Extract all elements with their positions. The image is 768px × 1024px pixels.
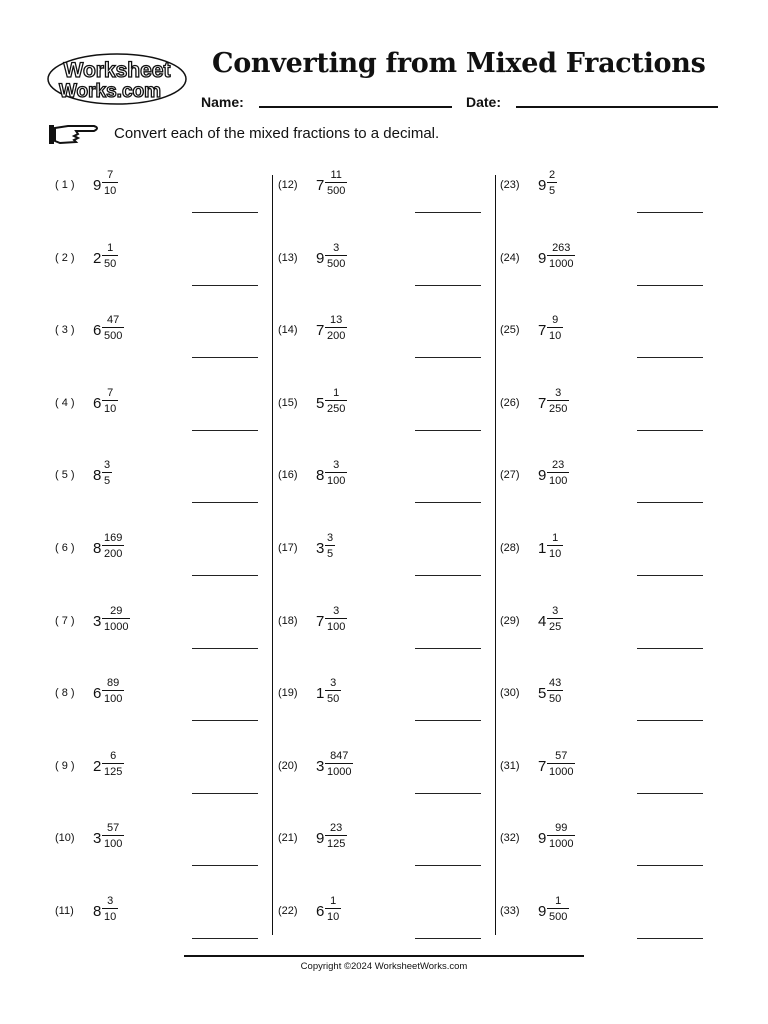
fraction-bar [547,472,569,473]
fraction [325,677,341,705]
denominator: 100 [327,620,346,633]
denominator: 1000 [104,620,129,633]
fraction [547,677,563,705]
problem-number: ( 2 ) [55,251,75,264]
fraction-bar [547,835,575,836]
whole-number: 6 [93,685,102,703]
numerator: 3 [327,532,334,544]
denominator: 50 [104,257,117,270]
answer-blank[interactable] [415,575,481,576]
whole-number: 1 [316,685,325,703]
whole-number: 8 [93,540,102,557]
answer-blank[interactable] [637,575,703,576]
problem-number: (26) [500,396,520,409]
fraction [547,532,563,560]
problem-number: (28) [500,542,520,554]
fraction-bar [547,690,563,691]
problem-number: ( 7 ) [55,614,75,627]
fraction [547,605,563,633]
problem-number: (21) [278,832,298,845]
answer-blank[interactable] [637,502,703,503]
fraction [325,459,347,487]
numerator: 3 [333,459,340,472]
denominator: 10 [327,911,340,923]
numerator: 7 [107,169,114,181]
problem-number: (31) [500,759,520,772]
fraction-bar [325,618,347,619]
problem-number: (14) [278,324,298,337]
denominator: 5 [549,185,556,197]
fraction-bar [547,327,563,328]
problem-number: ( 6 ) [55,542,75,554]
denominator: 10 [549,330,562,343]
problem-number: (23) [500,179,520,191]
numerator: 3 [104,459,111,472]
denominator: 125 [327,838,346,851]
denominator: 1000 [549,838,574,851]
fraction [102,677,124,705]
denominator: 250 [549,402,568,415]
whole-number: 3 [316,757,325,775]
fraction [547,387,569,415]
numerator: 1 [107,241,114,254]
fraction [102,459,112,487]
answer-blank[interactable] [192,212,258,213]
fraction [325,822,347,850]
numerator: 13 [330,314,343,327]
problem-number: (15) [278,396,298,409]
problem-number: (17) [278,542,298,554]
fraction [547,895,569,923]
numerator: 263 [552,241,571,254]
numerator: 3 [552,604,559,617]
numerator: 169 [104,532,123,544]
denominator: 25 [549,620,562,633]
fraction [102,387,118,415]
fraction-bar [325,255,347,256]
denominator: 1000 [327,765,352,778]
problem-number: ( 9 ) [55,759,75,772]
numerator: 11 [330,169,342,181]
fraction-bar [547,618,563,619]
denominator: 125 [104,765,123,778]
copyright: Copyright ©2024 WorksheetWorks.com [300,961,468,972]
fraction-bar [102,545,124,546]
numerator: 9 [552,314,559,327]
whole-number: 7 [538,757,547,775]
denominator: 5 [327,548,334,560]
problem-number: (33) [500,905,520,917]
answer-blank[interactable] [637,357,703,358]
numerator: 7 [107,386,114,399]
fraction-bar [325,400,347,401]
fraction-bar [102,400,118,401]
fraction-bar [325,690,341,691]
fraction-bar [325,763,353,764]
fraction [325,750,353,778]
numerator: 1 [330,895,337,907]
fraction [325,605,347,633]
problem-number: (20) [278,759,298,772]
answer-blank[interactable] [192,793,258,794]
numerator: 57 [107,822,120,835]
numerator: 29 [110,604,123,617]
denominator: 500 [104,330,123,343]
problem-number: (27) [500,469,520,482]
fraction-bar [325,472,347,473]
name-field[interactable] [259,106,452,108]
denominator: 200 [327,330,346,343]
fraction-bar [102,835,124,836]
answer-blank[interactable] [637,793,703,794]
problem-number: ( 4 ) [55,396,75,409]
numerator: 6 [110,749,117,762]
instructions: Convert each of the mixed fractions to a decimal. [114,125,440,142]
column-divider [272,175,273,935]
answer-blank[interactable] [192,357,258,358]
fraction [325,895,341,923]
answer-blank[interactable] [415,793,481,794]
numerator: 99 [555,822,568,835]
denominator: 5 [104,475,111,488]
fraction-bar [547,182,557,183]
numerator: 3 [333,241,340,254]
answer-blank[interactable] [637,648,703,649]
whole-number: 9 [93,177,102,194]
fraction [547,459,569,487]
whole-number: 9 [538,903,547,920]
denominator: 1000 [549,257,574,270]
numerator: 57 [555,749,568,762]
fraction [102,750,124,778]
whole-number: 7 [538,394,547,412]
footer-rule [184,955,584,957]
date-field[interactable] [516,106,718,108]
whole-number: 6 [316,903,325,920]
answer-blank[interactable] [192,865,258,866]
whole-number: 6 [93,394,102,412]
fraction [325,532,335,560]
answer-blank[interactable] [637,430,703,431]
fraction-bar [547,400,569,401]
name-label: Name: [201,94,244,110]
whole-number: 7 [316,612,325,630]
answer-blank[interactable] [637,938,703,939]
fraction-bar [102,763,124,764]
numerator: 1 [552,532,559,544]
fraction-bar [325,545,335,546]
whole-number: 9 [538,467,547,485]
fraction-bar [102,182,118,183]
fraction [102,605,130,633]
problem-number: (13) [278,251,298,264]
numerator: 3 [330,677,337,690]
answer-blank[interactable] [192,430,258,431]
whole-number: 5 [316,394,325,412]
worksheetworks-logo [46,52,188,106]
denominator: 100 [104,693,123,706]
denominator: 100 [549,475,568,488]
problem-number: (30) [500,687,520,700]
numerator: 3 [333,604,340,617]
problem-number: ( 5 ) [55,469,75,482]
problem-number: (24) [500,251,520,264]
fraction [547,242,575,270]
answer-blank[interactable] [415,502,481,503]
answer-blank[interactable] [415,865,481,866]
whole-number: 1 [538,540,547,557]
column-divider [495,175,496,935]
problem-number: (10) [55,832,75,845]
numerator: 23 [330,822,343,835]
denominator: 10 [549,548,562,560]
fraction-bar [102,908,118,909]
problem-number: (19) [278,687,298,700]
answer-blank[interactable] [192,648,258,649]
whole-number: 2 [93,757,102,775]
denominator: 10 [104,185,117,197]
fraction [325,242,347,270]
whole-number: 4 [538,612,547,630]
numerator: 23 [552,459,565,472]
whole-number: 7 [316,177,325,194]
problem-number: (29) [500,614,520,627]
whole-number: 9 [316,830,325,848]
denominator: 100 [104,838,123,851]
whole-number: 5 [538,685,547,703]
whole-number: 8 [316,467,325,485]
fraction [547,169,557,197]
whole-number: 7 [316,322,325,340]
fraction-bar [102,327,124,328]
fraction-bar [102,472,112,473]
answer-blank[interactable] [415,357,481,358]
whole-number: 3 [93,830,102,848]
whole-number: 6 [93,322,102,340]
problem-number: ( 3 ) [55,324,75,337]
denominator: 10 [104,911,117,923]
fraction [547,314,563,342]
answer-blank[interactable] [637,285,703,286]
fraction-bar [102,690,124,691]
svg-text:Worksheet: Worksheet [63,59,171,82]
svg-text:Works.com: Works.com [58,81,162,102]
denominator: 50 [327,693,340,706]
fraction-bar [102,618,130,619]
answer-blank[interactable] [415,430,481,431]
numerator: 2 [549,169,556,181]
answer-blank[interactable] [192,285,258,286]
fraction-bar [547,545,563,546]
problem-number: (25) [500,324,520,337]
denominator: 100 [327,475,346,488]
numerator: 847 [330,749,349,762]
pointing-hand-icon [48,122,102,146]
answer-blank[interactable] [415,212,481,213]
answer-blank[interactable] [192,502,258,503]
fraction-bar [102,255,118,256]
whole-number: 3 [316,540,325,557]
fraction-bar [547,255,575,256]
problem-number: (22) [278,905,298,917]
numerator: 43 [549,677,562,690]
denominator: 500 [327,185,346,197]
fraction [102,895,118,923]
fraction-bar [547,763,575,764]
whole-number: 3 [93,612,102,630]
answer-blank[interactable] [637,212,703,213]
problem-number: ( 1 ) [55,179,75,191]
numerator: 3 [555,386,562,399]
problem-number: (12) [278,179,298,191]
numerator: 89 [107,677,120,690]
fraction [547,822,575,850]
answer-blank[interactable] [415,720,481,721]
problem-number: (11) [55,905,74,917]
fraction [102,822,124,850]
problem-number: (16) [278,469,298,482]
denominator: 1000 [549,765,574,778]
fraction-bar [325,835,347,836]
whole-number: 9 [538,830,547,848]
answer-blank[interactable] [637,720,703,721]
fraction [102,169,118,197]
answer-blank[interactable] [415,938,481,939]
fraction [547,750,575,778]
denominator: 200 [104,548,123,560]
whole-number: 8 [93,467,102,485]
fraction [325,314,347,342]
fraction [102,314,124,342]
fraction [325,169,347,197]
fraction-bar [325,908,341,909]
whole-number: 8 [93,903,102,920]
whole-number: 9 [538,177,547,194]
denominator: 500 [327,257,346,270]
denominator: 250 [327,402,346,415]
page-title: Converting from Mixed Fractions [212,48,706,79]
denominator: 500 [549,911,568,923]
numerator: 47 [107,314,120,327]
fraction [102,532,124,560]
fraction-bar [325,327,347,328]
denominator: 10 [104,402,117,415]
answer-blank[interactable] [415,285,481,286]
answer-blank[interactable] [637,865,703,866]
whole-number: 7 [538,322,547,340]
denominator: 50 [549,693,562,706]
whole-number: 2 [93,249,102,267]
fraction [102,242,118,270]
problem-number: (18) [278,614,298,627]
fraction [325,387,347,415]
answer-blank[interactable] [415,648,481,649]
numerator: 1 [555,895,562,907]
numerator: 1 [333,386,340,399]
answer-blank[interactable] [192,720,258,721]
problem-number: (32) [500,832,520,845]
date-label: Date: [466,94,502,110]
answer-blank[interactable] [192,575,258,576]
fraction-bar [325,182,347,183]
numerator: 3 [107,895,114,907]
whole-number: 9 [316,249,325,267]
problem-number: ( 8 ) [55,687,75,700]
fraction-bar [547,908,569,909]
answer-blank[interactable] [192,938,258,939]
whole-number: 9 [538,249,547,267]
